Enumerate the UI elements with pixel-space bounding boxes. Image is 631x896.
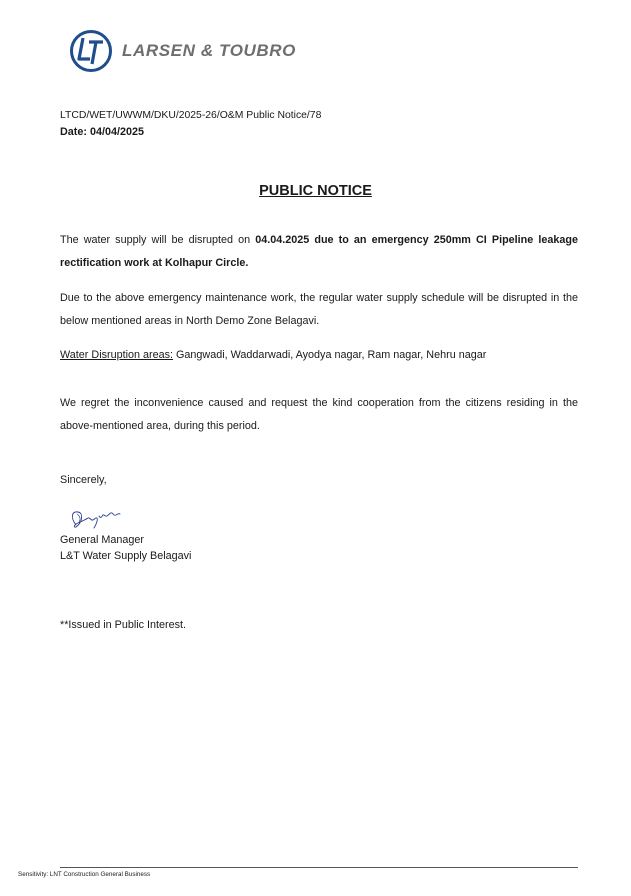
areas-label: Water Disruption areas: bbox=[60, 349, 174, 361]
public-interest-note: **Issued in Public Interest. bbox=[60, 619, 187, 631]
lt-logo-icon bbox=[69, 29, 113, 73]
sensitivity-label: Sensitivity: LNT Construction General Business bbox=[18, 871, 151, 878]
handwritten-signature bbox=[66, 503, 126, 533]
salutation: Sincerely, bbox=[60, 474, 107, 486]
paragraph-disruption-text: The water supply will be disrupted on bbox=[60, 234, 256, 246]
reference-number: LTCD/WET/UWWM/DKU/2025-26/O&M Public Notice/78 bbox=[60, 110, 322, 121]
signatory-organization: L&T Water Supply Belagavi bbox=[60, 550, 192, 562]
notice-date: Date: 04/04/2025 bbox=[60, 126, 145, 138]
paragraph-disruption-bold: 04.04.2025 due to an emergency 250mm CI Pipeline leakage rectification work at Kolhapur Circle. bbox=[60, 234, 578, 269]
paragraph-regret: We regret the inconvenience caused and request the kind cooperation from the citizens residing in the above-mentioned area, during this period. bbox=[60, 397, 578, 432]
paragraph-schedule: Due to the above emergency maintenance work, the regular water supply schedule will be disrupted in the below mentioned areas in North Demo Zone Belagavi. bbox=[60, 292, 578, 327]
paragraph-areas bbox=[60, 344, 578, 367]
footer-divider bbox=[60, 867, 578, 868]
signatory-designation: General Manager bbox=[60, 534, 145, 546]
notice-title-container bbox=[0, 182, 631, 200]
company-name: LARSEN & TOUBRO bbox=[122, 41, 296, 60]
notice-title: PUBLIC NOTICE bbox=[259, 183, 372, 199]
paragraph-disruption bbox=[60, 229, 578, 275]
areas-list: Gangwadi, Waddarwadi, Ayodya nagar, Ram nagar, Nehru nagar bbox=[173, 349, 487, 361]
